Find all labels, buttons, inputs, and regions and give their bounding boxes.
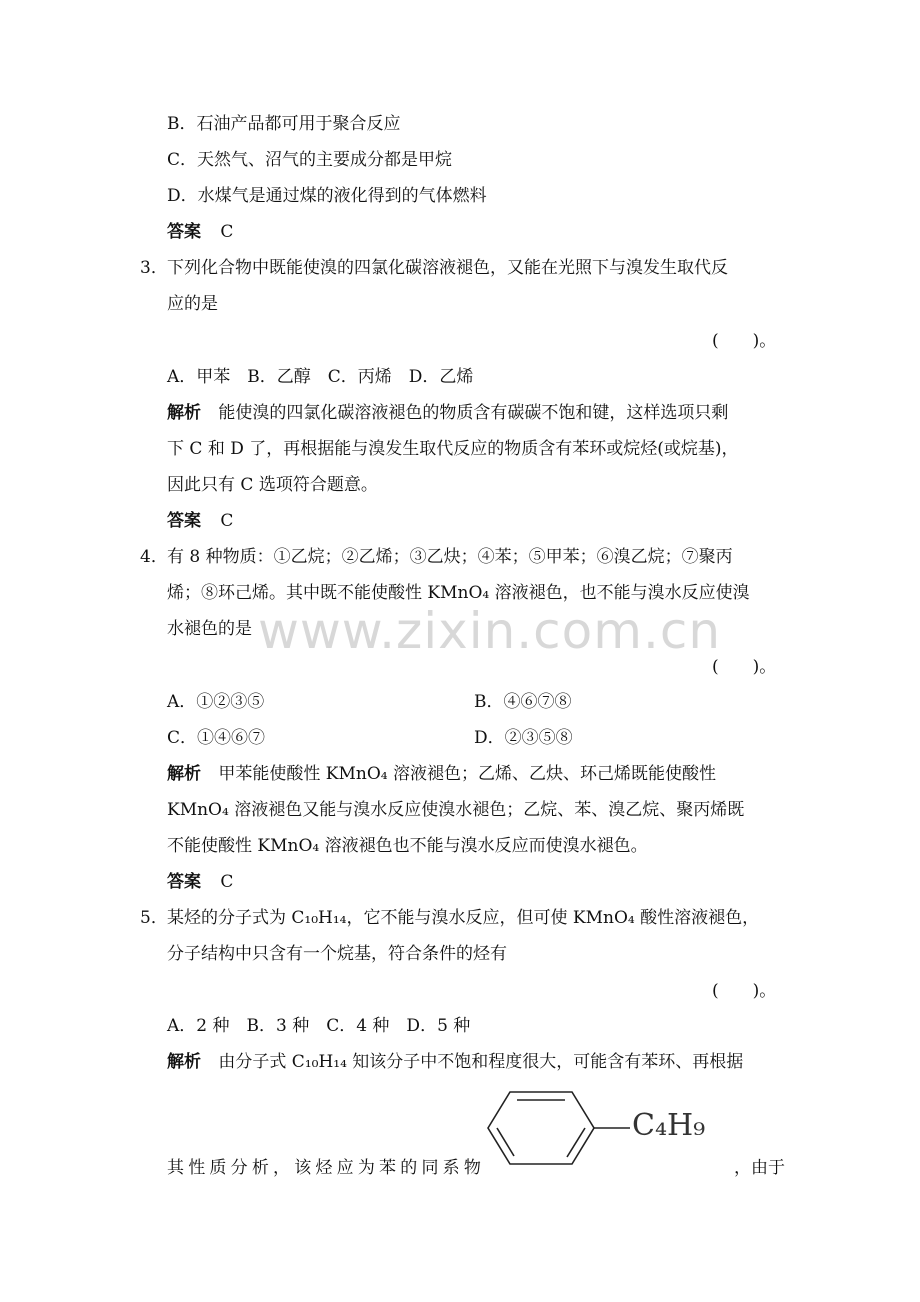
q2-option-d: D．水煤气是通过煤的液化得到的气体燃料 — [167, 186, 487, 206]
benzene-double-bond-right — [567, 1128, 585, 1157]
q5-analysis-char: 析 — [251, 1158, 269, 1178]
q4-stem-line3: 水褪色的是 — [167, 619, 252, 639]
q5-analysis-line2-left — [167, 1156, 481, 1180]
q5-analysis-char: 质 — [209, 1158, 227, 1178]
q5-analysis-char: 于 — [768, 1158, 785, 1178]
q3-analysis-line2: 下 C 和 D 了，再根据能与溴发生取代反应的物质含有苯环或烷烃(或烷基)， — [167, 439, 739, 459]
q5-analysis-char: 由 — [751, 1158, 768, 1178]
benzene-ring — [488, 1092, 594, 1164]
q2-answer — [167, 220, 233, 244]
q4-analysis-line3: 不能使酸性 KMnO₄ 溶液褪色也不能与溴水反应而使溴水褪色。 — [167, 836, 648, 856]
q3-analysis-text1: 能使溴的四氯化碳溶液褪色的物质含有碳碳不饱和键，这样选项只剩 — [218, 403, 729, 423]
q5-analysis-char: 烃 — [315, 1158, 333, 1178]
q5-analysis-char: 同 — [421, 1158, 439, 1178]
q4-analysis-line2: KMnO₄ 溶液褪色又能与溴水反应使溴水褪色；乙烷、苯、溴乙烷、聚丙烯既 — [167, 800, 745, 820]
q4-analysis-label: 解析 — [167, 764, 201, 784]
q2-option-b: B．石油产品都可用于聚合反应 — [167, 114, 401, 134]
q4-answer-paren: ( )。 — [712, 657, 777, 677]
q4-analysis-line1 — [167, 762, 716, 786]
q5-options: A．2 种 B．3 种 C．4 种 D．5 种 — [167, 1016, 471, 1036]
q4-answer-label: 答案 — [167, 872, 201, 892]
q5-analysis-char: 应 — [336, 1158, 354, 1178]
q5-analysis-char: 为 — [357, 1158, 375, 1178]
q3-stem-line1: 下列化合物中既能使溴的四氯化碳溶液褪色，又能在光照下与溴发生取代反 — [167, 258, 728, 278]
watermark: www.zixin.com.cn — [258, 602, 722, 660]
q5-analysis-char: 苯 — [379, 1158, 397, 1178]
q5-analysis-char: 性 — [188, 1158, 206, 1178]
q5-stem-line2: 分子结构中只含有一个烷基，符合条件的烃有 — [167, 944, 507, 964]
q4-option-a: A．①②③⑤ — [167, 692, 265, 712]
q5-analysis-line1 — [167, 1050, 743, 1074]
q3-answer-paren: ( )。 — [712, 331, 777, 351]
q3-number: 3． — [140, 258, 168, 278]
q4-option-d: D．②③⑤⑧ — [474, 728, 573, 748]
q5-analysis-char: 的 — [400, 1158, 418, 1178]
q2-answer-value: C — [220, 222, 234, 242]
q3-analysis-label: 解析 — [167, 403, 201, 423]
q5-analysis-line2-right — [734, 1156, 785, 1180]
q3-analysis-line1 — [167, 401, 728, 425]
q5-stem-line1: 某烃的分子式为 C₁₀H₁₄，它不能与溴水反应，但可使 KMnO₄ 酸性溶液褪色， — [167, 908, 760, 928]
q3-options: A．甲苯 B．乙醇 C．丙烯 D．乙烯 — [167, 367, 474, 387]
q4-answer — [167, 870, 233, 894]
q3-answer-label: 答案 — [167, 511, 201, 531]
q4-analysis-text1: 甲苯能使酸性 KMnO₄ 溶液褪色；乙烯、乙炔、环己烯既能使酸性 — [218, 764, 717, 784]
q4-number: 4． — [140, 547, 168, 567]
benzene-double-bond-left — [497, 1128, 514, 1156]
q3-stem-line2: 应的是 — [167, 294, 218, 314]
q5-answer-paren: ( )。 — [712, 981, 777, 1001]
q5-analysis-char: 该 — [294, 1158, 312, 1178]
q5-number: 5． — [140, 908, 168, 928]
q5-analysis-char: 系 — [442, 1158, 460, 1178]
q2-answer-label: 答案 — [167, 222, 201, 242]
q3-analysis-line3: 因此只有 C 选项符合题意。 — [167, 475, 378, 495]
q2-option-c: C．天然气、沼气的主要成分都是甲烷 — [167, 150, 453, 170]
q5-analysis-char: 物 — [463, 1158, 481, 1178]
q5-analysis-label: 解析 — [167, 1052, 201, 1072]
q4-answer-value: C — [220, 872, 234, 892]
q3-answer — [167, 509, 233, 533]
q5-analysis-char: ， — [734, 1158, 751, 1178]
q5-analysis-char: 分 — [230, 1158, 248, 1178]
q5-analysis-text1: 由分子式 C₁₀H₁₄ 知该分子中不饱和程度很大，可能含有苯环、再根据 — [218, 1052, 744, 1072]
q4-option-b: B．④⑥⑦⑧ — [474, 692, 572, 712]
q4-stem-line1: 有 8 种物质：①乙烷；②乙烯；③乙炔；④苯；⑤甲苯；⑥溴乙烷；⑦聚丙 — [167, 547, 733, 567]
q4-stem-line2: 烯；⑧环己烯。其中既不能使酸性 KMnO₄ 溶液褪色，也不能与溴水反应使溴 — [167, 583, 750, 603]
q3-answer-value: C — [220, 511, 234, 531]
structure-label: C₄H₉ — [632, 1108, 706, 1143]
q5-analysis-char: ， — [273, 1158, 291, 1178]
q5-analysis-char: 其 — [167, 1158, 184, 1178]
q4-option-c: C．①④⑥⑦ — [167, 728, 266, 748]
